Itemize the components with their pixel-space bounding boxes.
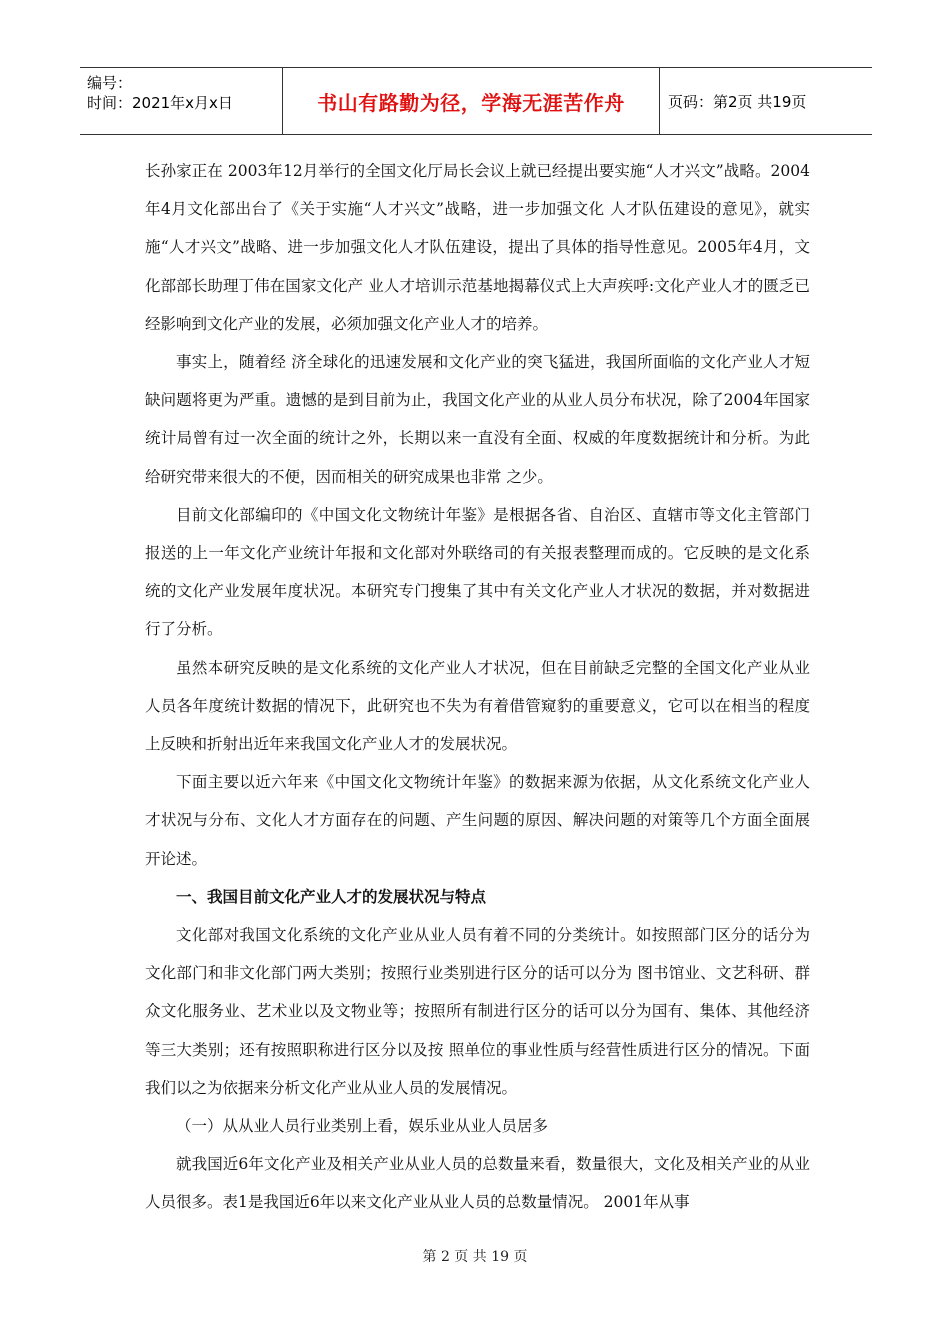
motto: 书山有路勤为径，学海无涯苦作舟 [317, 90, 625, 115]
page-info: 页码：第2页 共19页 [668, 92, 807, 111]
time-label: 时间：2021年x月x日 [87, 94, 233, 112]
header-left-cell [80, 68, 282, 134]
page-header [80, 67, 872, 135]
subsection-heading: （一）从从业人员行业类别上看，娱乐业从业人员居多 [176, 1117, 549, 1136]
paragraph-2: 事实上，随着经 济全球化的迅速发展和文化产业的突飞猛进，我国所面临的文化产业人才短缺问题将更为严重。遗憾的是到目前为止，我国文化产业的从业人员分布状况，除了2004年国家统计局曾有过一次全面的统计之外，长期以来一直没有全面、权威的年度数据统计和分析。为此给研究带来很大的不便，因而相关的研究成果也非常 之少。 [145, 353, 810, 486]
paragraph-7: 就我国近6年文化产业及相关产业从业人员的总数量来看，数量很大，文化及相关产业的从业人员很多。表1是我国近6年以来文化产业从业人员的总数量情况。 2001年从事 [145, 1155, 810, 1212]
header-right-cell [660, 68, 872, 134]
paragraph-6: 文化部对我国文化系统的文化产业从业人员有着不同的分类统计。如按照部门区分的话分为文化部门和非文化部门两大类别；按照行业类别进行区分的话可以分为 图书馆业、文艺科研、群众文化服务业、艺术业以及文物业等；按照所有制进行区分的话可以分为国有、集体、其他经济等三大类别；还有按照职称进行区分以及按 照单位的事业性质与经营性质进行区分的情况。下面我们以之为依据来分析文化产业从业人员的发展情况。 [145, 926, 810, 1097]
paragraph-4: 虽然本研究反映的是文化系统的文化产业人才状况，但在目前缺乏完整的全国文化产业从业人员各年度统计数据的情况下，此研究也不失为有着借管窥豹的重要意义，它可以在相当的程度上反映和折射出近年来我国文化产业人才的发展状况。 [145, 658, 810, 754]
header-motto-cell [282, 68, 660, 134]
section-heading: 一、我国目前文化产业人才的发展状况与特点 [176, 886, 487, 906]
page-footer: 第 2 页 共 19 页 [422, 1249, 528, 1265]
paragraph-3: 目前文化部编印的《中国文化文物统计年鉴》是根据各省、自治区、直辖市等文化主管部门报送的上一年文化产业统计年报和文化部对外联络司的有关报表整理而成的。它反映的是文化系统的文化产业发展年度状况。本研究专门搜集了其中有关文化产业人才状况的数据，并对数据进行了分析。 [145, 505, 810, 639]
document-body [145, 152, 810, 1222]
paragraph-1: 长孙家正在 2003年12月举行的全国文化厅局长会议上就已经提出要实施“人才兴文”战略。2004年4月文化部出台了《关于实施“人才兴文”战略，进一步加强文化 人才队伍建设的意见》，就实施“人才兴文”战略、进一步加强文化人才队伍建设，提出了具体的指导性意见。2005年4月，文化部部长助理丁伟在国家文化产 业人才培训示范基地揭幕仪式上大声疾呼:文化产业人才的匮乏已经影响到文化产业的发展，必须加强文化产业人才的培养。 [145, 162, 810, 333]
paragraph-5: 下面主要以近六年来《中国文化文物统计年鉴》的数据来源为依据，从文化系统文化产业人才状况与分布、文化人才方面存在的问题、产生问题的原因、解决问题的对策等几个方面全面展开论述。 [145, 773, 810, 868]
code-label: 编号： [87, 74, 133, 92]
